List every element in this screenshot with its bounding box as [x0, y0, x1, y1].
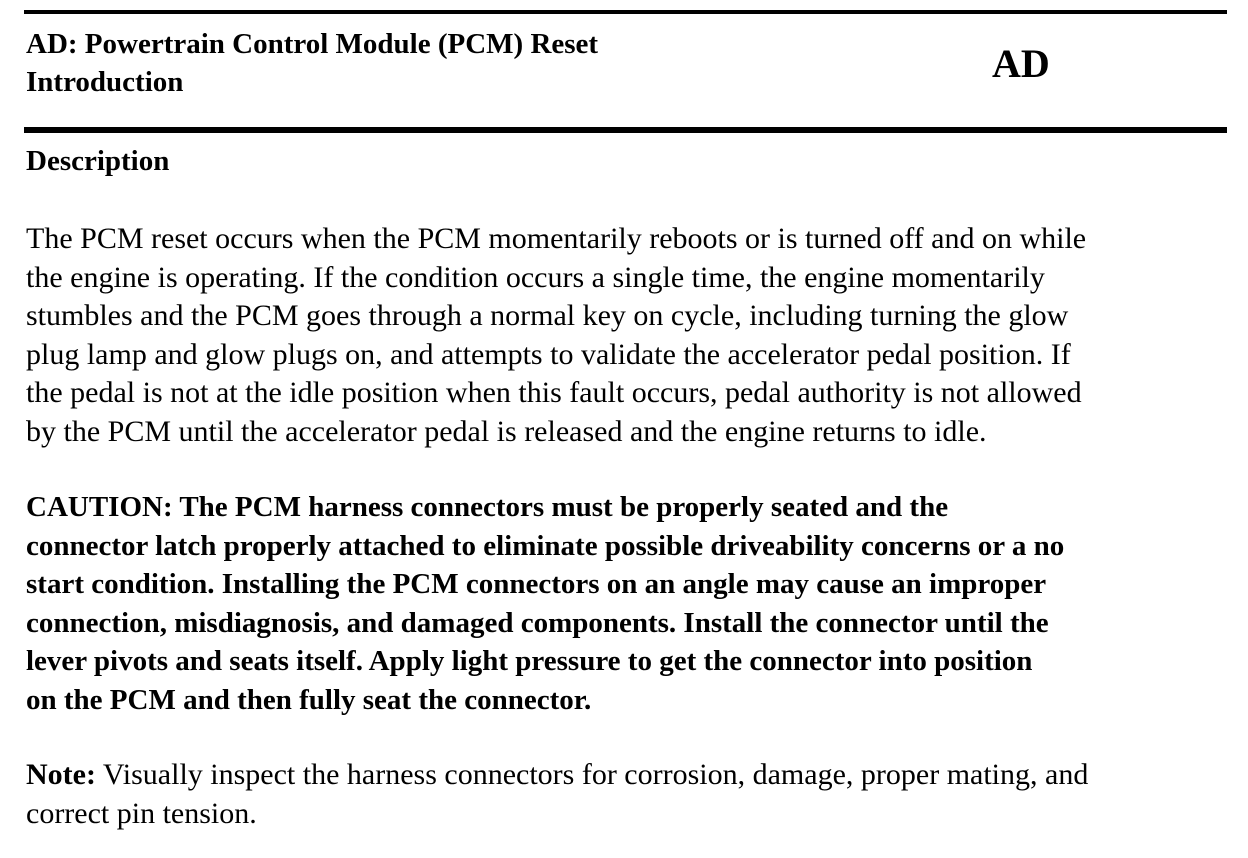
header-bottom-rule — [24, 127, 1227, 133]
page-title — [26, 25, 926, 101]
note-line — [26, 756, 1236, 795]
description-line: the engine is operating. If the condition occurs a single time, the engine momentarily — [26, 260, 1045, 294]
note-label: Note: — [26, 758, 96, 791]
caution-line: CAUTION: The PCM harness connectors must be properly seated and the — [26, 491, 949, 523]
note-paragraph — [26, 756, 1236, 833]
caution-line: start condition. Installing the PCM connectors on an angle may cause an improper — [26, 568, 1047, 600]
caution-line: connector latch properly attached to eliminate possible driveability concerns or a no — [26, 529, 1065, 562]
title-line-2: Introduction — [26, 66, 184, 98]
section-heading: Description — [26, 145, 170, 177]
caution-line: connection, misdiagnosis, and damaged components. Install the connector until the — [26, 606, 1049, 639]
description-line: stumbles and the PCM goes through a normal key on cycle, including turning the glow — [26, 299, 1069, 332]
caution-line: on the PCM and then fully seat the connector. — [26, 683, 592, 716]
description-line: by the PCM until the accelerator pedal is released and the engine returns to idle. — [26, 414, 987, 448]
caution-line: lever pivots and seats itself. Apply light pressure to get the connector into position — [26, 645, 1033, 677]
description-line: plug lamp and glow plugs on, and attempts to validate the accelerator pedal position. If — [26, 337, 1071, 371]
description-paragraph — [26, 220, 1236, 451]
title-line-1: AD: Powertrain Control Module (PCM) Reset — [26, 28, 599, 60]
header-top-rule — [24, 10, 1227, 14]
description-line: The PCM reset occurs when the PCM momentarily reboots or is turned off and on while — [26, 222, 1087, 255]
section-code: AD — [992, 41, 1050, 86]
note-text: Visually inspect the harness connectors for corrosion, damage, proper mating, and — [95, 758, 1089, 791]
note-line: correct pin tension. — [26, 796, 257, 830]
description-line: the pedal is not at the idle position when this fault occurs, pedal authority is not allowed — [26, 376, 1082, 409]
caution-paragraph — [26, 488, 1236, 719]
